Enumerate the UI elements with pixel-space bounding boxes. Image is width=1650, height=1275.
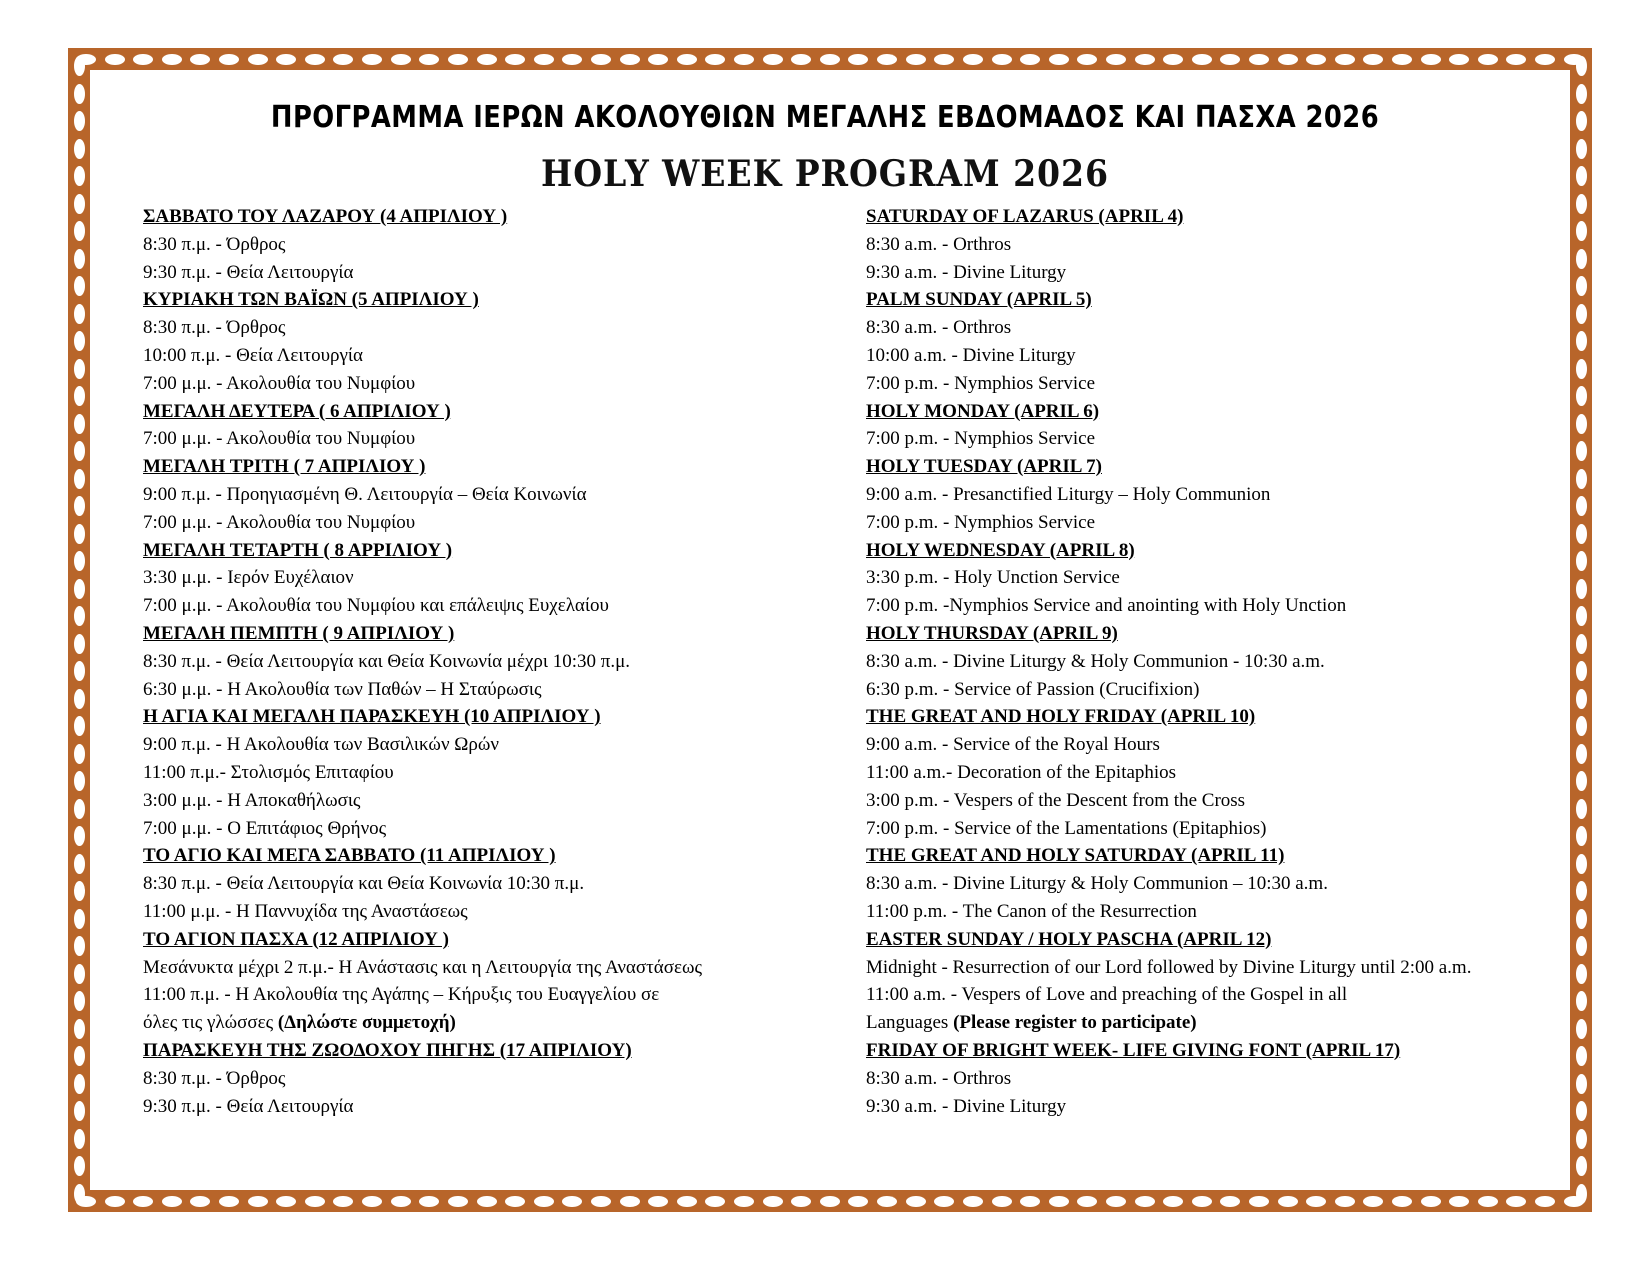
line-bold-note: (Δηλώστε συμμετοχή)	[277, 1012, 456, 1034]
border-dot	[74, 111, 85, 131]
border-dots-left	[68, 56, 90, 1204]
border-dot	[74, 1074, 85, 1094]
line-text: 9:30 a.m. - Divine Liturgy	[866, 261, 1067, 283]
border-dot	[419, 54, 439, 65]
border-dot	[74, 441, 85, 461]
border-dot	[1335, 54, 1355, 65]
line-text: THE GREAT AND HOLY SATURDAY (APRIL 11)	[866, 845, 1285, 867]
line-text: 11:00 p.m. - The Canon of the Resurrection	[866, 900, 1197, 922]
border-dot	[1306, 1196, 1326, 1207]
line-text: 9:30 π.μ. - Θεία Λειτουργία	[143, 261, 354, 283]
line-text: 7:00 p.m. -Nymphios Service and anointing with Holy Unction	[866, 595, 1347, 617]
border-dot	[791, 1196, 811, 1207]
border-dot	[74, 634, 85, 654]
border-dot	[362, 54, 382, 65]
service-item	[866, 231, 1586, 259]
border-dot	[74, 881, 85, 901]
line-text: 7:00 μ.μ. - Ακολουθία του Νυμφίου	[143, 511, 416, 533]
service-item	[143, 564, 843, 592]
service-item	[866, 870, 1586, 898]
border-dot	[74, 936, 85, 956]
border-dot	[763, 54, 783, 65]
border-dot	[1576, 84, 1587, 104]
day-heading	[143, 842, 843, 870]
border-dot	[1576, 56, 1587, 76]
border-dot	[1163, 54, 1183, 65]
border-dot	[648, 1196, 668, 1207]
border-dot	[74, 799, 85, 819]
border-dot	[791, 54, 811, 65]
border-dot	[219, 54, 239, 65]
line-text: ΜΕΓΑΛΗ ΤΡΙΤΗ ( 7 ΑΠΡΙΛΙΟΥ )	[143, 456, 426, 478]
line-text: ΜΕΓΑΛΗ ΤΕΤΑΡΤΗ ( 8 ΑΡΡΙΛΙΟΥ )	[143, 539, 453, 561]
border-dot	[74, 689, 85, 709]
border-dots-top	[76, 48, 1584, 70]
border-dot	[906, 54, 926, 65]
english-schedule-column	[866, 203, 1586, 1120]
service-item	[143, 231, 843, 259]
border-dot	[1335, 1196, 1355, 1207]
border-dot	[248, 1196, 268, 1207]
line-text: Midnight - Resurrection of our Lord followed by Divine Liturgy until 2:00 a.m.	[866, 956, 1472, 978]
border-dot	[534, 1196, 554, 1207]
border-dot	[74, 469, 85, 489]
day-heading	[866, 537, 1586, 565]
border-dot	[276, 1196, 296, 1207]
border-dot	[1449, 1196, 1469, 1207]
border-dot	[74, 771, 85, 791]
border-dot	[562, 1196, 582, 1207]
border-dot	[1506, 1196, 1526, 1207]
line-text: 8:30 a.m. - Orthros	[866, 317, 1012, 339]
border-dot	[1192, 54, 1212, 65]
border-dot	[1049, 54, 1069, 65]
service-item	[866, 676, 1586, 704]
border-dot	[74, 496, 85, 516]
border-dot	[963, 1196, 983, 1207]
service-item	[866, 592, 1586, 620]
line-text: 6:30 μ.μ. - Η Ακολουθία των Παθών – Η Σταύρωσις	[143, 678, 542, 700]
service-item	[866, 1093, 1586, 1121]
service-item	[143, 342, 843, 370]
border-dot	[1421, 54, 1441, 65]
day-heading	[143, 398, 843, 426]
line-text: ΜΕΓΑΛΗ ΠΕΜΠΤΗ ( 9 ΑΠΡΙΛΙΟΥ )	[143, 622, 455, 644]
service-item	[143, 314, 843, 342]
line-text: 7:00 μ.μ. - Ακολουθία του Νυμφίου	[143, 372, 416, 394]
border-dot	[74, 1156, 85, 1176]
border-dot	[963, 54, 983, 65]
border-dot	[763, 1196, 783, 1207]
service-item	[143, 370, 843, 398]
border-dot	[333, 1196, 353, 1207]
border-dot	[219, 1196, 239, 1207]
service-item	[866, 1065, 1586, 1093]
border-dot	[477, 1196, 497, 1207]
greek-schedule-column	[143, 203, 843, 1120]
border-dot	[333, 54, 353, 65]
line-text: 8:30 π.μ. - Όρθρος	[143, 233, 286, 255]
line-text: όλες τις γλώσσες	[143, 1012, 278, 1034]
line-text: THE GREAT AND HOLY FRIDAY (APRIL 10)	[866, 706, 1256, 728]
border-dot	[477, 54, 497, 65]
service-item	[143, 425, 843, 453]
border-dot	[74, 1184, 85, 1204]
border-dot	[1506, 54, 1526, 65]
border-dot	[505, 1196, 525, 1207]
border-dot	[74, 826, 85, 846]
border-dot	[419, 1196, 439, 1207]
line-text: ΚΥΡΙΑΚΗ ΤΩΝ ΒΑΪΩΝ (5 ΑΠΡΙΛΙΟΥ )	[143, 289, 479, 311]
border-dot	[305, 54, 325, 65]
border-dot	[74, 854, 85, 874]
service-item	[143, 815, 843, 843]
service-item	[866, 314, 1586, 342]
service-item	[866, 509, 1586, 537]
line-text: Languages	[866, 1012, 954, 1034]
border-dot	[74, 84, 85, 104]
border-dot	[1020, 1196, 1040, 1207]
day-heading	[143, 453, 843, 481]
border-dot	[877, 54, 897, 65]
line-text: 7:00 μ.μ. - Ακολουθία του Νυμφίου	[143, 428, 416, 450]
line-text: 8:30 a.m. - Orthros	[866, 1067, 1012, 1089]
line-text: FRIDAY OF BRIGHT WEEK- LIFE GIVING FONT (APRIL 17)	[866, 1039, 1401, 1061]
service-item	[866, 259, 1586, 287]
border-dot	[74, 414, 85, 434]
service-item	[866, 787, 1586, 815]
day-heading	[866, 286, 1586, 314]
service-item	[866, 898, 1586, 926]
line-text: 3:30 p.m. - Holy Unction Service	[866, 567, 1120, 589]
border-dot	[74, 606, 85, 626]
border-dot	[391, 54, 411, 65]
day-heading	[143, 203, 843, 231]
border-dots-bottom	[76, 1190, 1584, 1212]
service-item	[143, 1093, 843, 1121]
border-dot	[1077, 54, 1097, 65]
border-dot	[74, 909, 85, 929]
border-dot	[74, 221, 85, 241]
service-item	[143, 870, 843, 898]
service-item	[143, 731, 843, 759]
border-dot	[1020, 54, 1040, 65]
line-text: 11:00 a.m.- Decoration of the Epitaphios	[866, 761, 1177, 783]
border-dot	[74, 1101, 85, 1121]
day-heading	[866, 1037, 1586, 1065]
line-text: SATURDAY OF LAZARUS (APRIL 4)	[866, 206, 1184, 227]
line-text: 7:00 p.m. - Nymphios Service	[866, 372, 1096, 394]
day-heading	[866, 926, 1586, 954]
border-dot	[1535, 54, 1555, 65]
day-heading	[866, 203, 1586, 231]
border-dot	[1478, 54, 1498, 65]
border-dot	[562, 54, 582, 65]
service-item	[143, 1065, 843, 1093]
line-text: HOLY THURSDAY (APRIL 9)	[866, 622, 1118, 644]
border-dot	[74, 304, 85, 324]
border-dot	[74, 386, 85, 406]
border-dot	[1392, 54, 1412, 65]
english-title: HOLY WEEK PROGRAM 2026	[541, 153, 1109, 195]
service-item	[866, 1009, 1586, 1037]
line-text: 8:30 π.μ. - Θεία Λειτουργία και Θεία Κοινωνία 10:30 π.μ.	[143, 873, 585, 895]
border-dot	[1449, 54, 1469, 65]
border-dot	[1421, 1196, 1441, 1207]
border-dot	[1576, 1156, 1587, 1176]
line-text: ΤΟ ΑΓΙΟΝ ΠΑΣΧΑ (12 ΑΠΡΙΛΙΟΥ )	[143, 928, 449, 950]
service-item	[866, 370, 1586, 398]
service-item	[866, 954, 1586, 982]
service-item	[143, 676, 843, 704]
border-dot	[648, 54, 668, 65]
border-dot	[248, 54, 268, 65]
line-text: ΠΑΡΑΣΚΕΥΗ ΤΗΣ ΖΩΟΔΟΧΟΥ ΠΗΓΗΣ (17 ΑΠΡΙΛΙΟΥ)	[143, 1039, 632, 1061]
line-text: 11:00 π.μ. - Η Ακολουθία της Αγάπης – Κήρυξις του Ευαγγελίου σε	[143, 984, 660, 1006]
border-dot	[74, 331, 85, 351]
border-dot	[190, 54, 210, 65]
border-dot	[74, 1046, 85, 1066]
border-dot	[362, 1196, 382, 1207]
border-dot	[992, 1196, 1012, 1207]
border-dot	[1135, 54, 1155, 65]
day-heading	[143, 926, 843, 954]
border-dot	[1106, 1196, 1126, 1207]
border-dot	[1363, 1196, 1383, 1207]
day-heading	[866, 453, 1586, 481]
line-text: HOLY MONDAY (APRIL 6)	[866, 400, 1100, 422]
border-dot	[848, 1196, 868, 1207]
line-text: 9:00 a.m. - Service of the Royal Hours	[866, 734, 1160, 756]
border-dot	[705, 1196, 725, 1207]
line-text: 11:00 μ.μ. - Η Παννυχίδα της Αναστάσεως	[143, 900, 468, 922]
line-text: 8:30 π.μ. - Όρθρος	[143, 317, 286, 339]
border-dot	[74, 524, 85, 544]
line-text: 11:00 a.m. - Vespers of Love and preaching of the Gospel in all	[866, 984, 1348, 1006]
border-dot	[74, 551, 85, 571]
border-dot	[448, 54, 468, 65]
border-dot	[74, 276, 85, 296]
day-heading	[866, 620, 1586, 648]
line-text: 9:00 a.m. - Presanctified Liturgy – Holy Communion	[866, 483, 1271, 505]
line-text: EASTER SUNDAY / HOLY PASCHA (APRIL 12)	[866, 928, 1272, 950]
line-text: 3:00 μ.μ. - Η Αποκαθήλωσις	[143, 789, 361, 811]
border-dot	[1077, 1196, 1097, 1207]
line-text: 6:30 p.m. - Service of Passion (Crucifixion)	[866, 678, 1200, 700]
day-heading	[143, 703, 843, 731]
border-dot	[74, 1129, 85, 1149]
service-item	[143, 981, 843, 1009]
service-item	[143, 481, 843, 509]
line-text: 11:00 π.μ.- Στολισμός Επιταφίου	[143, 761, 394, 783]
day-heading	[866, 703, 1586, 731]
border-dot	[133, 1196, 153, 1207]
border-dot	[992, 54, 1012, 65]
border-dot	[1049, 1196, 1069, 1207]
greek-title: ΠΡΟΓΡΑΜΜΑ ΙΕΡΩΝ ΑΚΟΛΟΥΘΙΩΝ ΜΕΓΑΛΗΣ ΕΒΔΟΜΑΔΟΣ ΚΑΙ ΠΑΣΧΑ 2026	[270, 100, 1380, 135]
border-dot	[734, 1196, 754, 1207]
border-dot	[1220, 54, 1240, 65]
service-item	[143, 259, 843, 287]
service-item	[143, 898, 843, 926]
border-dot	[1163, 1196, 1183, 1207]
border-dot	[1478, 1196, 1498, 1207]
border-dot	[677, 54, 697, 65]
border-dot	[1135, 1196, 1155, 1207]
border-dot	[74, 194, 85, 214]
border-dot	[1192, 1196, 1212, 1207]
line-text: 7:00 μ.μ. - Ακολουθία του Νυμφίου και επάλειψις Ευχελαίου	[143, 595, 609, 617]
service-item	[866, 815, 1586, 843]
line-text: Μεσάνυκτα μέχρι 2 π.μ.- Η Ανάστασις και η Λειτουργία της Αναστάσεως	[143, 956, 702, 978]
border-dot	[133, 54, 153, 65]
border-dot	[276, 54, 296, 65]
line-text: 7:00 p.m. - Nymphios Service	[866, 511, 1096, 533]
border-dot	[1220, 1196, 1240, 1207]
border-dot	[74, 249, 85, 269]
line-bold-note: (Please register to participate)	[953, 1012, 1197, 1034]
border-dot	[74, 716, 85, 736]
border-dot	[620, 54, 640, 65]
border-dot	[105, 54, 125, 65]
border-dot	[620, 1196, 640, 1207]
service-item	[143, 1009, 843, 1037]
border-dot	[534, 54, 554, 65]
service-item	[866, 981, 1586, 1009]
border-dot	[1278, 1196, 1298, 1207]
border-dot	[1249, 54, 1269, 65]
service-item	[866, 759, 1586, 787]
line-text: ΤΟ ΑΓΙΟ ΚΑΙ ΜΕΓΑ ΣΑΒΒΑΤΟ (11 ΑΠΡΙΛΙΟΥ )	[143, 845, 556, 867]
border-dot	[591, 54, 611, 65]
line-text: 8:30 a.m. - Orthros	[866, 233, 1012, 255]
border-dot	[1535, 1196, 1555, 1207]
border-dot	[1306, 54, 1326, 65]
service-item	[866, 564, 1586, 592]
border-dot	[1363, 54, 1383, 65]
service-item	[143, 509, 843, 537]
line-text: 7:00 p.m. - Service of the Lamentations (Epitaphios)	[866, 817, 1267, 839]
border-dot	[74, 1019, 85, 1039]
border-dot	[934, 54, 954, 65]
border-dot	[1576, 1129, 1587, 1149]
border-dot	[1576, 1184, 1587, 1204]
line-text: 3:00 p.m. - Vespers of the Descent from the Cross	[866, 789, 1246, 811]
border-dot	[820, 54, 840, 65]
border-dot	[74, 359, 85, 379]
day-heading	[143, 620, 843, 648]
border-dot	[1392, 1196, 1412, 1207]
line-text: 3:30 μ.μ. - Ιερόν Ευχέλαιον	[143, 567, 354, 589]
border-dot	[906, 1196, 926, 1207]
service-item	[143, 759, 843, 787]
line-text: 9:30 a.m. - Divine Liturgy	[866, 1095, 1067, 1117]
line-text: 7:00 μ.μ. - Ο Επιτάφιος Θρήνος	[143, 817, 387, 839]
border-dot	[1249, 1196, 1269, 1207]
day-heading	[143, 537, 843, 565]
service-item	[143, 592, 843, 620]
line-text: 8:30 a.m. - Divine Liturgy & Holy Communion - 10:30 a.m.	[866, 650, 1325, 672]
service-item	[866, 481, 1586, 509]
border-dot	[677, 1196, 697, 1207]
line-text: HOLY TUESDAY (APRIL 7)	[866, 456, 1102, 478]
border-dot	[74, 744, 85, 764]
service-item	[143, 954, 843, 982]
line-text: 10:00 a.m. - Divine Liturgy	[866, 344, 1076, 366]
border-dot	[505, 54, 525, 65]
day-heading	[143, 1037, 843, 1065]
service-item	[866, 648, 1586, 676]
border-dot	[74, 56, 85, 76]
border-dot	[1278, 54, 1298, 65]
line-text: HOLY WEDNESDAY (APRIL 8)	[866, 539, 1135, 561]
border-dot	[74, 661, 85, 681]
border-dot	[877, 1196, 897, 1207]
border-dot	[105, 1196, 125, 1207]
line-text: 7:00 p.m. - Nymphios Service	[866, 428, 1096, 450]
line-text: ΜΕΓΑΛΗ ΔΕΥΤΕΡΑ ( 6 ΑΠΡΙΛΙΟΥ )	[143, 400, 451, 422]
border-dot	[848, 54, 868, 65]
line-text: 9:30 π.μ. - Θεία Λειτουργία	[143, 1095, 354, 1117]
service-item	[143, 787, 843, 815]
border-dot	[705, 54, 725, 65]
line-text: 8:30 π.μ. - Όρθρος	[143, 1067, 286, 1089]
service-item	[143, 648, 843, 676]
border-dot	[74, 964, 85, 984]
line-text: 9:00 π.μ. - Προηγιασμένη Θ. Λειτουργία – Θεία Κοινωνία	[143, 483, 587, 505]
border-dot	[591, 1196, 611, 1207]
line-text: 8:30 π.μ. - Θεία Λειτουργία και Θεία Κοινωνία μέχρι 10:30 π.μ.	[143, 650, 631, 672]
line-text: 8:30 a.m. - Divine Liturgy & Holy Communion – 10:30 a.m.	[866, 873, 1328, 895]
border-dot	[448, 1196, 468, 1207]
border-dot	[74, 991, 85, 1011]
line-text: ΣΑΒΒΑΤΟ ΤΟΥ ΛΑΖΑΡΟΥ (4 ΑΠΡΙΛΙΟΥ )	[143, 206, 508, 227]
border-dot	[305, 1196, 325, 1207]
line-text: 10:00 π.μ. - Θεία Λειτουργία	[143, 344, 363, 366]
service-item	[866, 342, 1586, 370]
border-dot	[190, 1196, 210, 1207]
border-dot	[820, 1196, 840, 1207]
border-dot	[734, 54, 754, 65]
day-heading	[866, 398, 1586, 426]
service-item	[866, 731, 1586, 759]
border-dot	[391, 1196, 411, 1207]
border-dot	[934, 1196, 954, 1207]
line-text: Η ΑΓΙΑ ΚΑΙ ΜΕΓΑΛΗ ΠΑΡΑΣΚΕΥΗ (10 ΑΠΡΙΛΙΟΥ )	[143, 706, 601, 728]
border-dot	[162, 1196, 182, 1207]
line-text: PALM SUNDAY (APRIL 5)	[866, 289, 1092, 311]
service-item	[866, 425, 1586, 453]
border-dot	[162, 54, 182, 65]
day-heading	[866, 842, 1586, 870]
border-dot	[1576, 111, 1587, 131]
day-heading	[143, 286, 843, 314]
border-dot	[74, 579, 85, 599]
line-text: 9:00 π.μ. - Η Ακολουθία των Βασιλικών Ωρών	[143, 734, 499, 756]
border-dot	[1106, 54, 1126, 65]
